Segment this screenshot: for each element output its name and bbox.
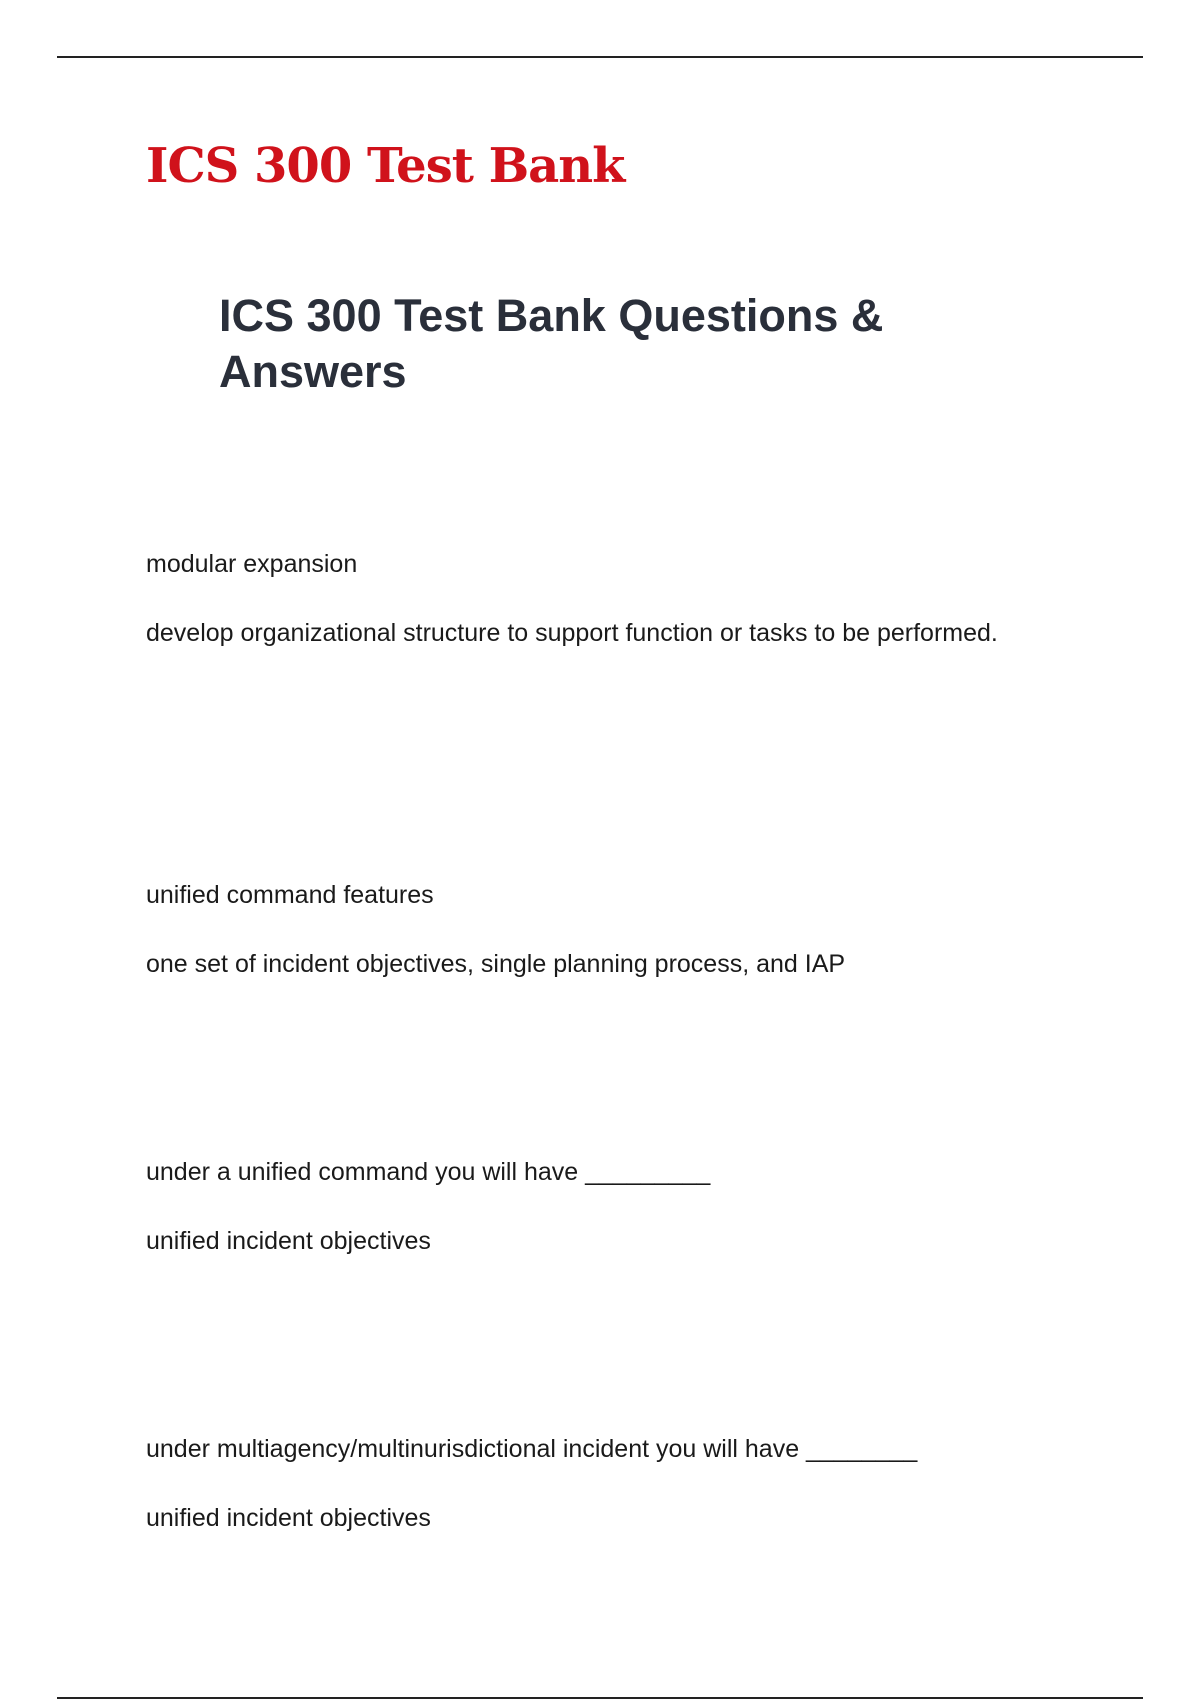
bottom-rule [57,1697,1143,1699]
question-text: unified command features [146,881,434,909]
qa-item [146,869,1046,991]
question-text: modular expansion [146,550,358,578]
qa-item [146,1423,1046,1545]
answer-text: develop organizational structure to support function or tasks to be performed. [146,619,998,647]
question-text: under a unified command you will have _________ [146,1158,711,1186]
top-rule [57,56,1143,58]
answer-text: one set of incident objectives, single planning process, and IAP [146,950,846,978]
document-title: ICS 300 Test Bank [146,138,625,194]
answer-text: unified incident objectives [146,1504,431,1532]
answer-text: unified incident objectives [146,1227,431,1255]
question-text: under multiagency/multinurisdictional incident you will have ________ [146,1435,918,1463]
qa-item [146,538,1046,660]
document-subtitle: ICS 300 Test Bank Questions & Answers [219,290,884,397]
qa-item [146,1146,1046,1268]
